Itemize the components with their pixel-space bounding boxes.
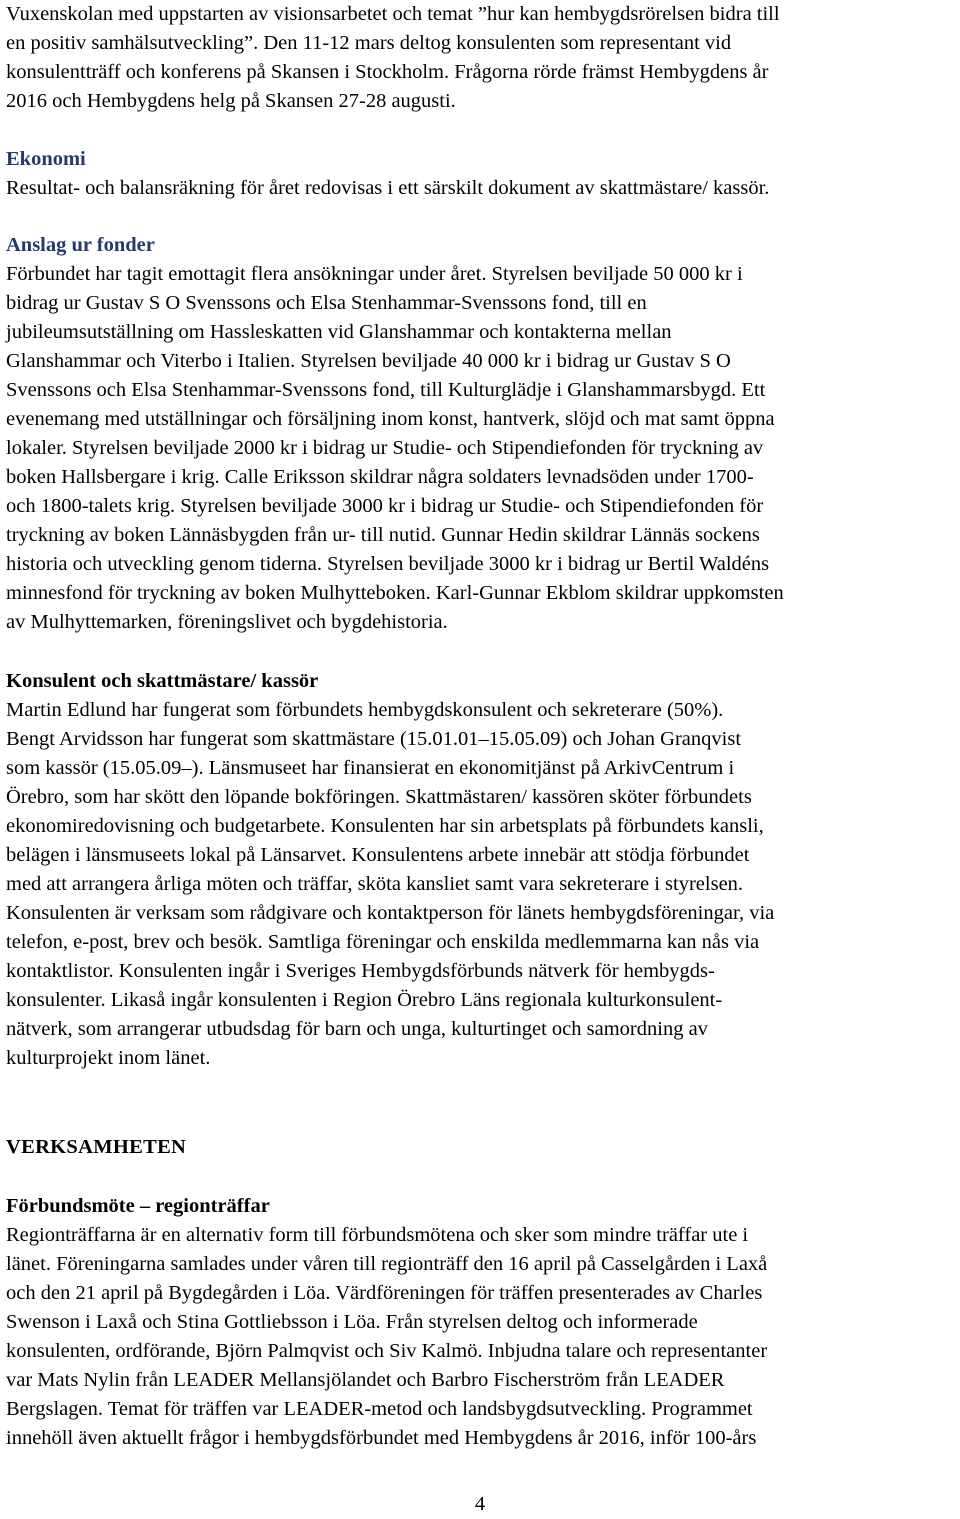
forbundsmote-line: Bergslagen. Temat för träffen var LEADER-metod och landsbygdsutveckling. Programmet: [6, 1398, 753, 1420]
anslag-line: evenemang med utställningar och försäljning inom konst, hantverk, slöjd och mat samt öppna: [6, 408, 775, 430]
section-heading-anslag: Anslag ur fonder: [6, 234, 155, 256]
section-forbundsmote: [6, 1192, 958, 1453]
konsulent-line: kulturprojekt inom länet.: [6, 1047, 211, 1069]
konsulent-line: med att arrangera årliga möten och träffar, sköta kansliet samt vara sekreterare i styrelsen.: [6, 873, 744, 895]
section-konsulent: [6, 667, 958, 1073]
section-anslag-ur-fonder: [6, 231, 958, 637]
section-heading-forbundsmote: Förbundsmöte – regionträffar: [6, 1195, 270, 1217]
anslag-line: boken Hallsbergare i krig. Calle Eriksson skildrar några soldaters levnadsöden under 1700-: [6, 466, 754, 488]
konsulent-line: som kassör (15.05.09–). Länsmuseet har finansierat en ekonomitjänst på ArkivCentrum i: [6, 757, 735, 779]
konsulent-line: belägen i länsmuseets lokal på Länsarvet. Konsulentens arbete innebär att stödja förbundet: [6, 844, 750, 866]
anslag-line: Förbundet har tagit emottagit flera ansökningar under året. Styrelsen beviljade 50 000 kr i: [6, 263, 743, 285]
konsulent-line: Martin Edlund har fungerat som förbundets hembygdskonsulent och sekreterare (50%).: [6, 699, 724, 721]
forbundsmote-line: Regionträffarna är en alternativ form till förbundsmötena och sker som mindre träffar ute i: [6, 1224, 749, 1246]
konsulent-line: kontaktlistor. Konsulenten ingår i Sveriges Hembygdsförbunds nätverk för hembygds-: [6, 960, 715, 982]
konsulent-line: Konsulenten är verksam som rådgivare och kontaktperson för länets hembygdsföreningar, via: [6, 902, 775, 924]
anslag-line: minnesfond för tryckning av boken Mulhytteboken. Karl-Gunnar Ekblom skildrar uppkomsten: [6, 582, 784, 604]
intro-line: konsulentträff och konferens på Skansen i Stockholm. Frågorna rörde främst Hembygdens år: [6, 61, 769, 83]
anslag-line: jubileumsutställning om Hassleskatten vid Glanshammar och kontakterna mellan: [6, 321, 672, 343]
ekonomi-line: Resultat- och balansräkning för året redovisas i ett särskilt dokument av skattmästare/ kassör.: [6, 177, 770, 199]
anslag-line: Glanshammar och Viterbo i Italien. Styrelsen beviljade 40 000 kr i bidrag ur Gustav S O: [6, 350, 731, 372]
konsulent-line: telefon, e-post, brev och besök. Samtliga föreningar och enskilda medlemmarna kan nås via: [6, 931, 760, 953]
section-ekonomi: [6, 145, 958, 203]
anslag-line: lokaler. Styrelsen beviljade 2000 kr i bidrag ur Studie- och Stipendiefonden för tryckning av: [6, 437, 764, 459]
forbundsmote-line: innehöll även aktuellt frågor i hembygdsförbundet med Hembygdens år 2016, inför 100-års: [6, 1427, 757, 1449]
intro-line: Vuxenskolan med uppstarten av visionsarbetet och temat ”hur kan hembygdsrörelsen bidra till: [6, 3, 780, 25]
intro-line: 2016 och Hembygdens helg på Skansen 27-28 augusti.: [6, 90, 456, 112]
anslag-line: Svenssons och Elsa Stenhammar-Svenssons fond, till Kulturglädje i Glanshammarsbygd. Ett: [6, 379, 766, 401]
section-heading-ekonomi: Ekonomi: [6, 148, 86, 170]
konsulent-line: Bengt Arvidsson har fungerat som skattmästare (15.01.01–15.05.09) och Johan Granqvist: [6, 728, 742, 750]
intro-paragraph: [6, 0, 958, 116]
anslag-line: tryckning av boken Lännäsbygden från ur- till nutid. Gunnar Hedin skildrar Lännäs sockens: [6, 524, 760, 546]
forbundsmote-line: konsulenten, ordförande, Björn Palmqvist och Siv Kalmö. Inbjudna talare och representanter: [6, 1340, 768, 1362]
konsulent-line: Örebro, som har skött den löpande bokföringen. Skattmästaren/ kassören sköter förbundets: [6, 786, 752, 808]
section-heading-verksamheten: VERKSAMHETEN: [6, 1136, 187, 1158]
anslag-line: av Mulhyttemarken, föreningslivet och bygdehistoria.: [6, 611, 448, 633]
forbundsmote-line: var Mats Nylin från LEADER Mellansjölandet och Barbro Fischerström från LEADER: [6, 1369, 725, 1391]
anslag-line: och 1800-talets krig. Styrelsen beviljade 3000 kr i bidrag ur Studie- och Stipendiefonden för: [6, 495, 764, 517]
anslag-line: bidrag ur Gustav S O Svenssons och Elsa Stenhammar-Svenssons fond, till en: [6, 292, 647, 314]
section-heading-konsulent: Konsulent och skattmästare/ kassör: [6, 670, 319, 692]
konsulent-line: nätverk, som arrangerar utbudsdag för barn och unga, kulturtinget och samordning av: [6, 1018, 708, 1040]
forbundsmote-line: länet. Föreningarna samlades under våren till regionträff den 16 april på Casselgården i Laxå: [6, 1253, 768, 1275]
page-number: 4: [474, 1493, 486, 1515]
konsulent-line: konsulenter. Likaså ingår konsulenten i Region Örebro Läns regionala kulturkonsulent-: [6, 989, 723, 1011]
intro-line: en positiv samhälsutveckling”. Den 11-12 mars deltog konsulenten som representant vid: [6, 32, 732, 54]
forbundsmote-line: och den 21 april på Bygdegården i Löa. Värdföreningen för träffen presenterades av Charles: [6, 1282, 763, 1304]
konsulent-line: ekonomiredovisning och budgetarbete. Konsulenten har sin arbetsplats på förbundets kansli,: [6, 815, 764, 837]
anslag-line: historia och utveckling genom tiderna. Styrelsen beviljade 3000 kr i bidrag ur Bertil Waldéns: [6, 553, 770, 575]
forbundsmote-line: Swenson i Laxå och Stina Gottliebsson i Löa. Från styrelsen deltog och informerade: [6, 1311, 698, 1333]
section-verksamheten: [6, 1133, 958, 1162]
